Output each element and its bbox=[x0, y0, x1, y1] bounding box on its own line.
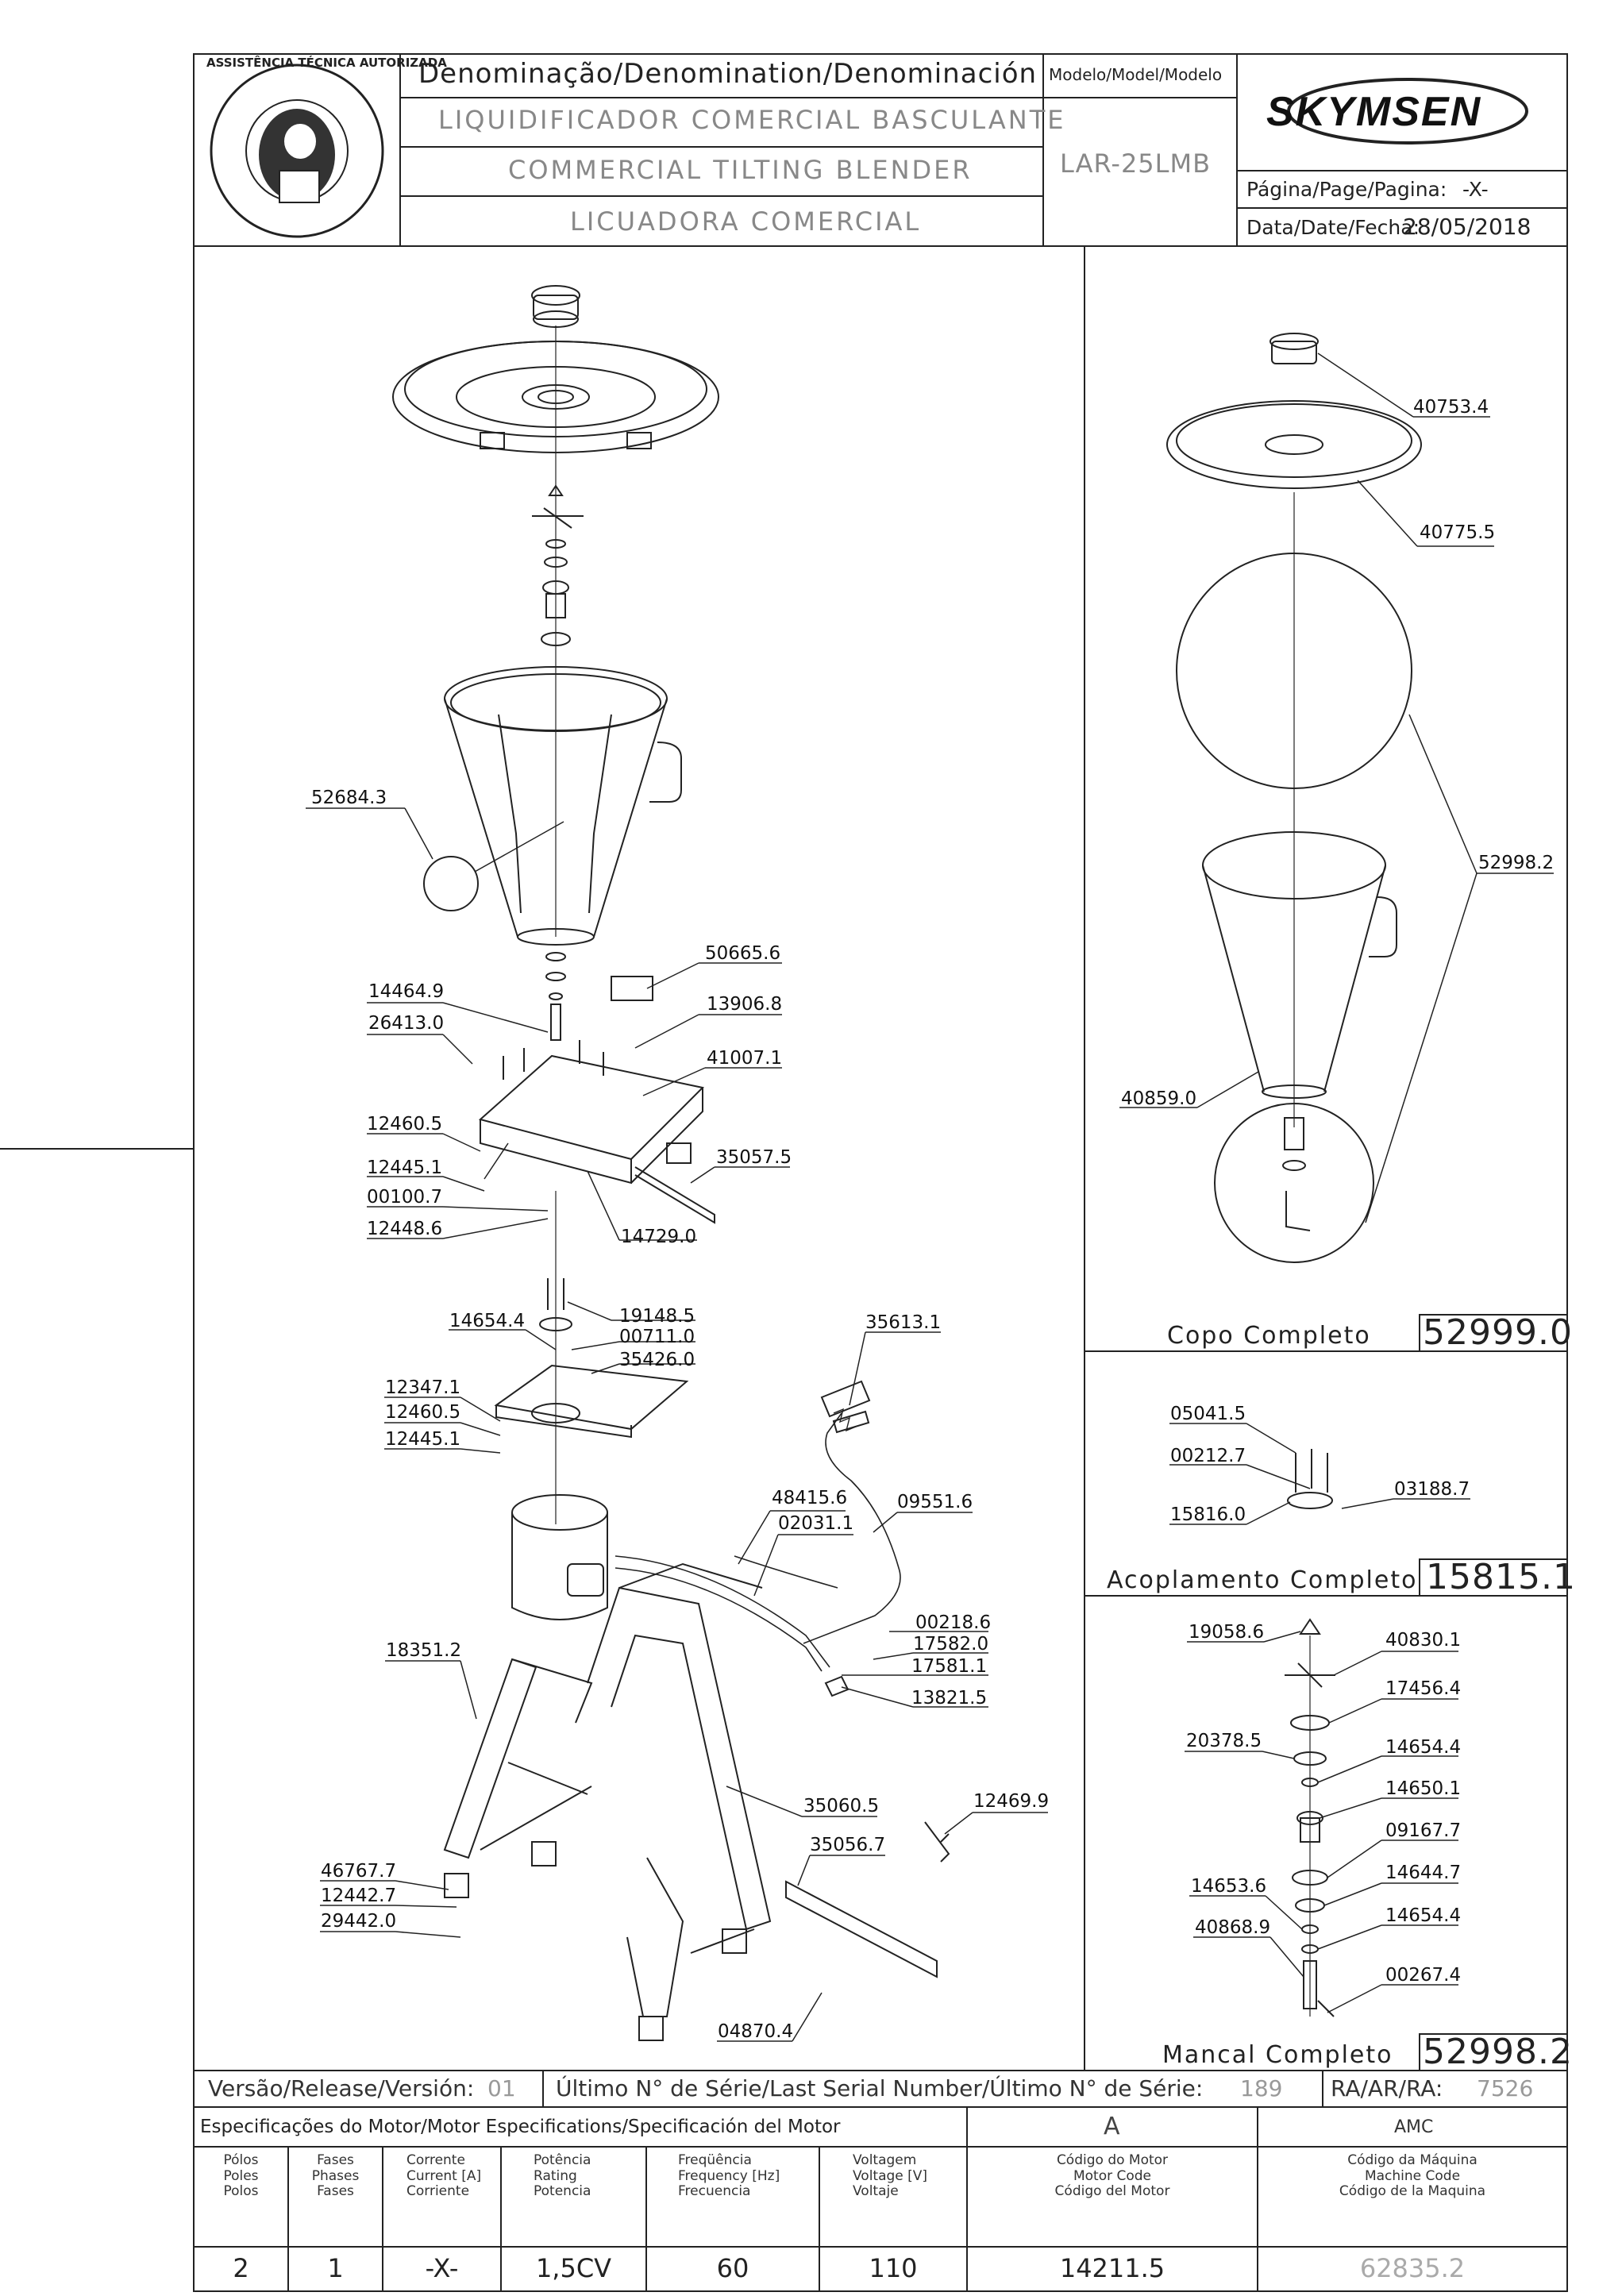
part-label: 14644.7 bbox=[1385, 1863, 1462, 1883]
part-label: 14729.0 bbox=[621, 1227, 697, 1247]
spec-header-rating: Potência Rating Potencia bbox=[534, 2152, 591, 2200]
spec-value-current: -X- bbox=[425, 2253, 459, 2283]
page-value: -X- bbox=[1462, 178, 1489, 201]
name-es: LICUADORA COMERCIAL bbox=[570, 206, 922, 237]
part-label: 20378.5 bbox=[1186, 1731, 1262, 1751]
model-label: Modelo/Model/Modelo bbox=[1049, 65, 1223, 84]
stamp-text: ASSISTÊNCIA TÉCNICA AUTORIZADA bbox=[206, 56, 447, 70]
stamp-logo-graphic bbox=[211, 65, 383, 237]
part-label: 35056.7 bbox=[810, 1835, 886, 1855]
page-label: Página/Page/Pagina: bbox=[1246, 178, 1447, 201]
part-label: 12460.5 bbox=[385, 1402, 461, 1423]
part-label: 00218.6 bbox=[915, 1612, 992, 1633]
part-label: 46767.7 bbox=[321, 1861, 397, 1882]
motor-code-a: A bbox=[1104, 2113, 1120, 2140]
detail-drawings bbox=[1167, 333, 1421, 2017]
mancal-title: Mancal Completo bbox=[1162, 2041, 1393, 2069]
part-label: 48415.6 bbox=[772, 1488, 848, 1508]
part-label: 18351.2 bbox=[386, 1640, 462, 1661]
motor-spec-title: Especificações do Motor/Motor Especifications/Specificación del Motor bbox=[200, 2117, 841, 2137]
brand-name: SKYMSEN bbox=[1266, 89, 1482, 135]
name-pt: LIQUIDIFICADOR COMERCIAL BASCULANTE bbox=[438, 105, 1066, 135]
part-label: 12460.5 bbox=[367, 1114, 443, 1135]
part-label: 12445.1 bbox=[385, 1429, 461, 1450]
part-label: 00212.7 bbox=[1170, 1446, 1246, 1466]
ra-label: RA/AR/RA: bbox=[1331, 2075, 1443, 2101]
part-label: 17581.1 bbox=[911, 1656, 988, 1677]
part-label: 40868.9 bbox=[1195, 1917, 1271, 1938]
part-label: 09551.6 bbox=[897, 1492, 973, 1512]
spec-value-motor-code: 14211.5 bbox=[1059, 2253, 1165, 2283]
spec-value-poles: 2 bbox=[233, 2253, 249, 2283]
spec-header-current: Corrente Current [A] Corriente bbox=[406, 2152, 482, 2200]
part-label: 14654.4 bbox=[1385, 1905, 1462, 1926]
part-label: 12448.6 bbox=[367, 1219, 443, 1239]
part-label: 14464.9 bbox=[368, 981, 445, 1002]
name-en: COMMERCIAL TILTING BLENDER bbox=[508, 155, 973, 185]
acoplamento-title: Acoplamento Completo bbox=[1107, 1566, 1418, 1594]
spec-value-rating: 1,5CV bbox=[535, 2253, 612, 2283]
spec-value-voltage: 110 bbox=[869, 2253, 918, 2283]
spec-header-voltage: Voltagem Voltage [V] Voltaje bbox=[853, 2152, 928, 2200]
part-label: 02031.1 bbox=[778, 1513, 854, 1534]
serial-value: 189 bbox=[1240, 2075, 1283, 2101]
part-label: 00100.7 bbox=[367, 1187, 443, 1208]
part-label: 13906.8 bbox=[707, 994, 783, 1015]
part-label: 40753.4 bbox=[1413, 397, 1489, 418]
part-label: 12469.9 bbox=[973, 1791, 1050, 1812]
part-label: 50665.6 bbox=[705, 943, 781, 964]
denomination-label: Denominação/Denomination/Denominación bbox=[418, 58, 1038, 90]
copo-code: 52999.0 bbox=[1423, 1312, 1573, 1353]
model-value: LAR-25LMB bbox=[1060, 148, 1212, 179]
part-label: 12347.1 bbox=[385, 1377, 461, 1398]
part-label: 52684.3 bbox=[311, 788, 387, 808]
spec-header-machine-code: Código da Máquina Machine Code Código de la Maquina bbox=[1339, 2152, 1486, 2200]
part-label: 05041.5 bbox=[1170, 1404, 1246, 1424]
spec-header-poles: Pólos Poles Polos bbox=[223, 2152, 259, 2200]
part-label: 40830.1 bbox=[1385, 1630, 1462, 1651]
part-label: 12445.1 bbox=[367, 1158, 443, 1178]
part-label: 40775.5 bbox=[1420, 522, 1496, 543]
date-value: 28/05/2018 bbox=[1403, 214, 1531, 240]
acoplamento-code: 15815.1 bbox=[1426, 1557, 1576, 1597]
part-label: 40859.0 bbox=[1121, 1088, 1197, 1109]
spec-value-frequency: 60 bbox=[716, 2253, 749, 2283]
date-label: Data/Date/Fecha: bbox=[1246, 216, 1420, 239]
part-label: 29442.0 bbox=[321, 1911, 397, 1932]
part-label: 14654.4 bbox=[1385, 1737, 1462, 1758]
part-label: 15816.0 bbox=[1170, 1504, 1246, 1525]
spec-header-motor-code: Código do Motor Motor Code Código del Motor bbox=[1054, 2152, 1170, 2200]
part-label: 13821.5 bbox=[911, 1688, 988, 1709]
part-label: 14650.1 bbox=[1385, 1778, 1462, 1799]
part-label: 41007.1 bbox=[707, 1048, 783, 1069]
part-label: 04870.4 bbox=[718, 2021, 794, 2042]
spec-value-machine-code: 62835.2 bbox=[1359, 2253, 1466, 2283]
part-label: 26413.0 bbox=[368, 1013, 445, 1034]
ra-value: 7526 bbox=[1477, 2075, 1534, 2101]
part-label: 00267.4 bbox=[1385, 1965, 1462, 1986]
part-label: 17582.0 bbox=[913, 1634, 989, 1655]
part-label: 35057.5 bbox=[716, 1147, 792, 1168]
part-label: 12442.7 bbox=[321, 1886, 397, 1906]
mancal-code: 52998.2 bbox=[1423, 2032, 1573, 2072]
part-label: 14653.6 bbox=[1191, 1876, 1267, 1897]
copo-title: Copo Completo bbox=[1167, 1322, 1371, 1350]
part-label: 03188.7 bbox=[1394, 1479, 1470, 1500]
part-label: 35613.1 bbox=[865, 1312, 942, 1333]
part-label: 19148.5 bbox=[619, 1306, 695, 1327]
part-label: 52998.2 bbox=[1478, 853, 1555, 873]
serial-label: Último N° de Série/Last Serial Number/Último N° de Série: bbox=[556, 2075, 1204, 2101]
part-label: 00711.0 bbox=[619, 1327, 695, 1347]
motor-code-amc: AMC bbox=[1394, 2117, 1434, 2137]
spec-value-phases: 1 bbox=[327, 2253, 344, 2283]
part-label: 09167.7 bbox=[1385, 1820, 1462, 1841]
part-label: 14654.4 bbox=[449, 1311, 526, 1331]
exploded-view-drawing bbox=[393, 286, 949, 2040]
part-label: 19058.6 bbox=[1189, 1622, 1265, 1643]
version-value: 01 bbox=[487, 2075, 516, 2101]
part-label: 35426.0 bbox=[619, 1350, 695, 1370]
part-label: 35060.5 bbox=[803, 1796, 880, 1816]
spec-header-frequency: Freqüência Frequency [Hz] Frecuencia bbox=[678, 2152, 780, 2200]
version-label: Versão/Release/Versión: bbox=[208, 2075, 475, 2101]
part-label: 17456.4 bbox=[1385, 1678, 1462, 1699]
spec-header-phases: Fases Phases Fases bbox=[311, 2152, 360, 2200]
